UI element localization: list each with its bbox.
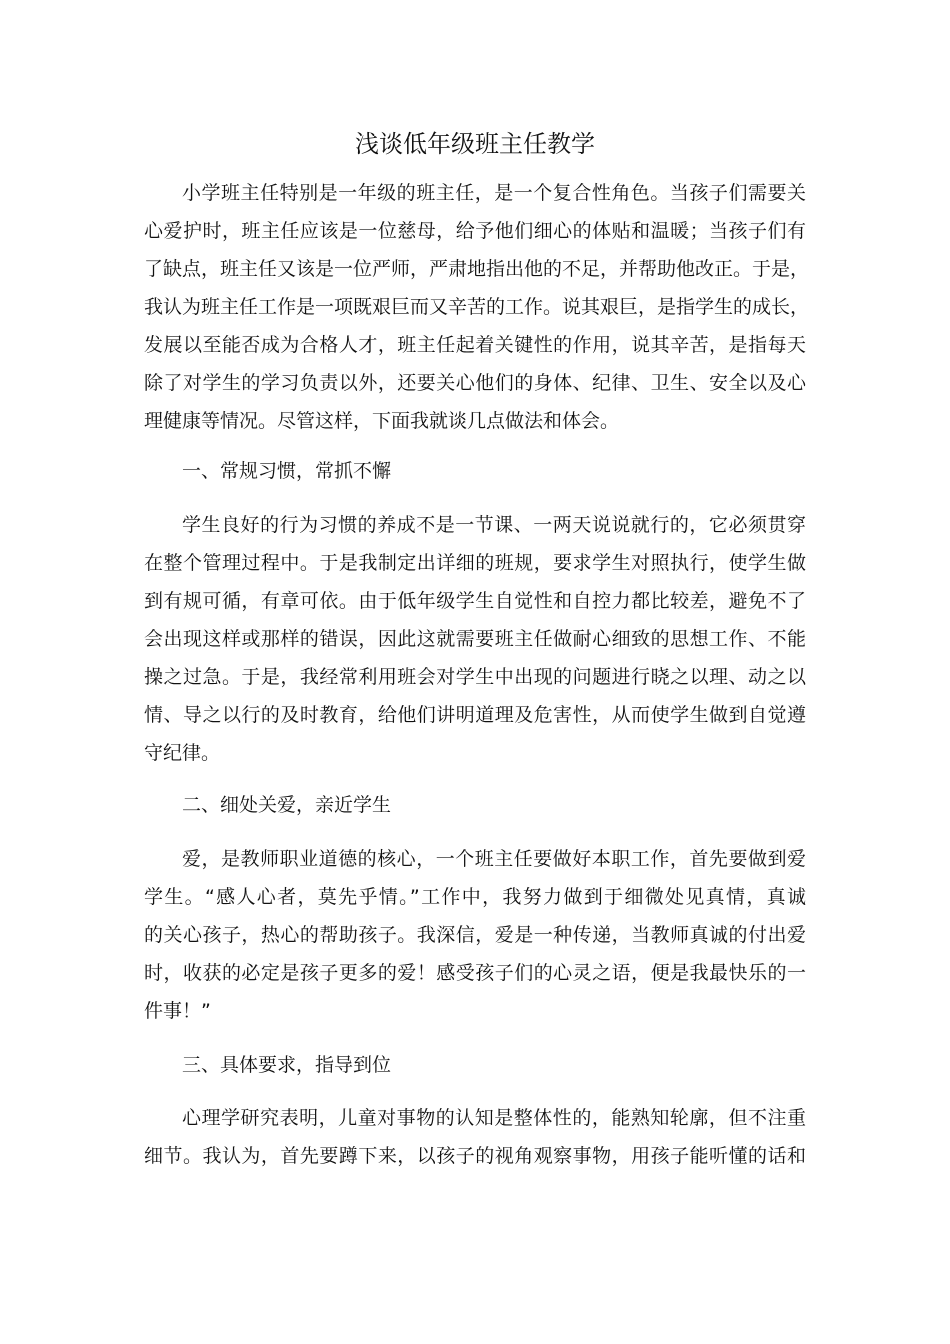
paragraph-line: 到有规可循，有章可依。由于低年级学生自觉性和自控力都比较差，避免不了 [144, 590, 806, 612]
paragraph-line: 学生。“感人心者，莫先乎情。”工作中，我努力做到于细微处见真情，真诚 [144, 886, 806, 908]
paragraph-line: 发展以至能否成为合格人才，班主任起着关键性的作用，说其辛苦，是指每天 [144, 334, 806, 356]
section-heading-2: 二、细处关爱，亲近学生 [182, 794, 392, 816]
paragraph-line: 会出现这样或那样的错误，因此这就需要班主任做耐心细致的思想工作、不能 [144, 628, 806, 650]
paragraph-habits [144, 506, 806, 772]
paragraph-line: 在整个管理过程中。于是我制定出详细的班规，要求学生对照执行，使学生做 [144, 552, 806, 574]
paragraph-care [144, 840, 806, 1030]
paragraph-line: 心爱护时，班主任应该是一位慈母，给予他们细心的体贴和温暖；当孩子们有 [144, 220, 806, 242]
section-heading-3: 三、具体要求，指导到位 [182, 1054, 392, 1076]
paragraph-line: 爱，是教师职业道德的核心，一个班主任要做好本职工作，首先要做到爱 [182, 848, 806, 870]
paragraph-line: 心理学研究表明，儿童对事物的认知是整体性的，能熟知轮廓，但不注重 [182, 1107, 806, 1129]
paragraph-line: 件事！” [144, 1000, 211, 1022]
paragraph-line: 的关心孩子，热心的帮助孩子。我深信，爱是一种传递，当教师真诚的付出爱 [144, 924, 806, 946]
paragraph-requirements [144, 1099, 806, 1175]
paragraph-line: 情、导之以行的及时教育，给他们讲明道理及危害性，从而使学生做到自觉遵 [144, 704, 806, 726]
paragraph-line: 理健康等情况。尽管这样，下面我就谈几点做法和体会。 [144, 410, 620, 432]
paragraph-line: 我认为班主任工作是一项既艰巨而又辛苦的工作。说其艰巨，是指学生的成长， [144, 296, 810, 318]
section-heading-1: 一、常规习惯，常抓不懈 [182, 460, 392, 482]
paragraph-line: 守纪律。 [144, 742, 221, 764]
paragraph-line: 除了对学生的学习负责以外，还要关心他们的身体、纪律、卫生、安全以及心 [144, 372, 806, 394]
paragraph-line: 小学班主任特别是一年级的班主任，是一个复合性角色。当孩子们需要关 [182, 182, 806, 204]
document-title: 浅谈低年级班主任教学 [355, 130, 595, 158]
paragraph-line: 细节。我认为，首先要蹲下来，以孩子的视角观察事物，用孩子能听懂的话和 [144, 1145, 806, 1167]
paragraph-intro [144, 174, 810, 440]
paragraph-line: 时，收获的必定是孩子更多的爱！感受孩子们的心灵之语，便是我最快乐的一 [144, 962, 806, 984]
paragraph-line: 操之过急。于是，我经常利用班会对学生中出现的问题进行晓之以理、动之以 [144, 666, 806, 688]
paragraph-line: 了缺点，班主任又该是一位严师，严肃地指出他的不足，并帮助他改正。于是， [144, 258, 810, 280]
paragraph-line: 学生良好的行为习惯的养成不是一节课、一两天说说就行的，它必须贯穿 [182, 514, 806, 536]
